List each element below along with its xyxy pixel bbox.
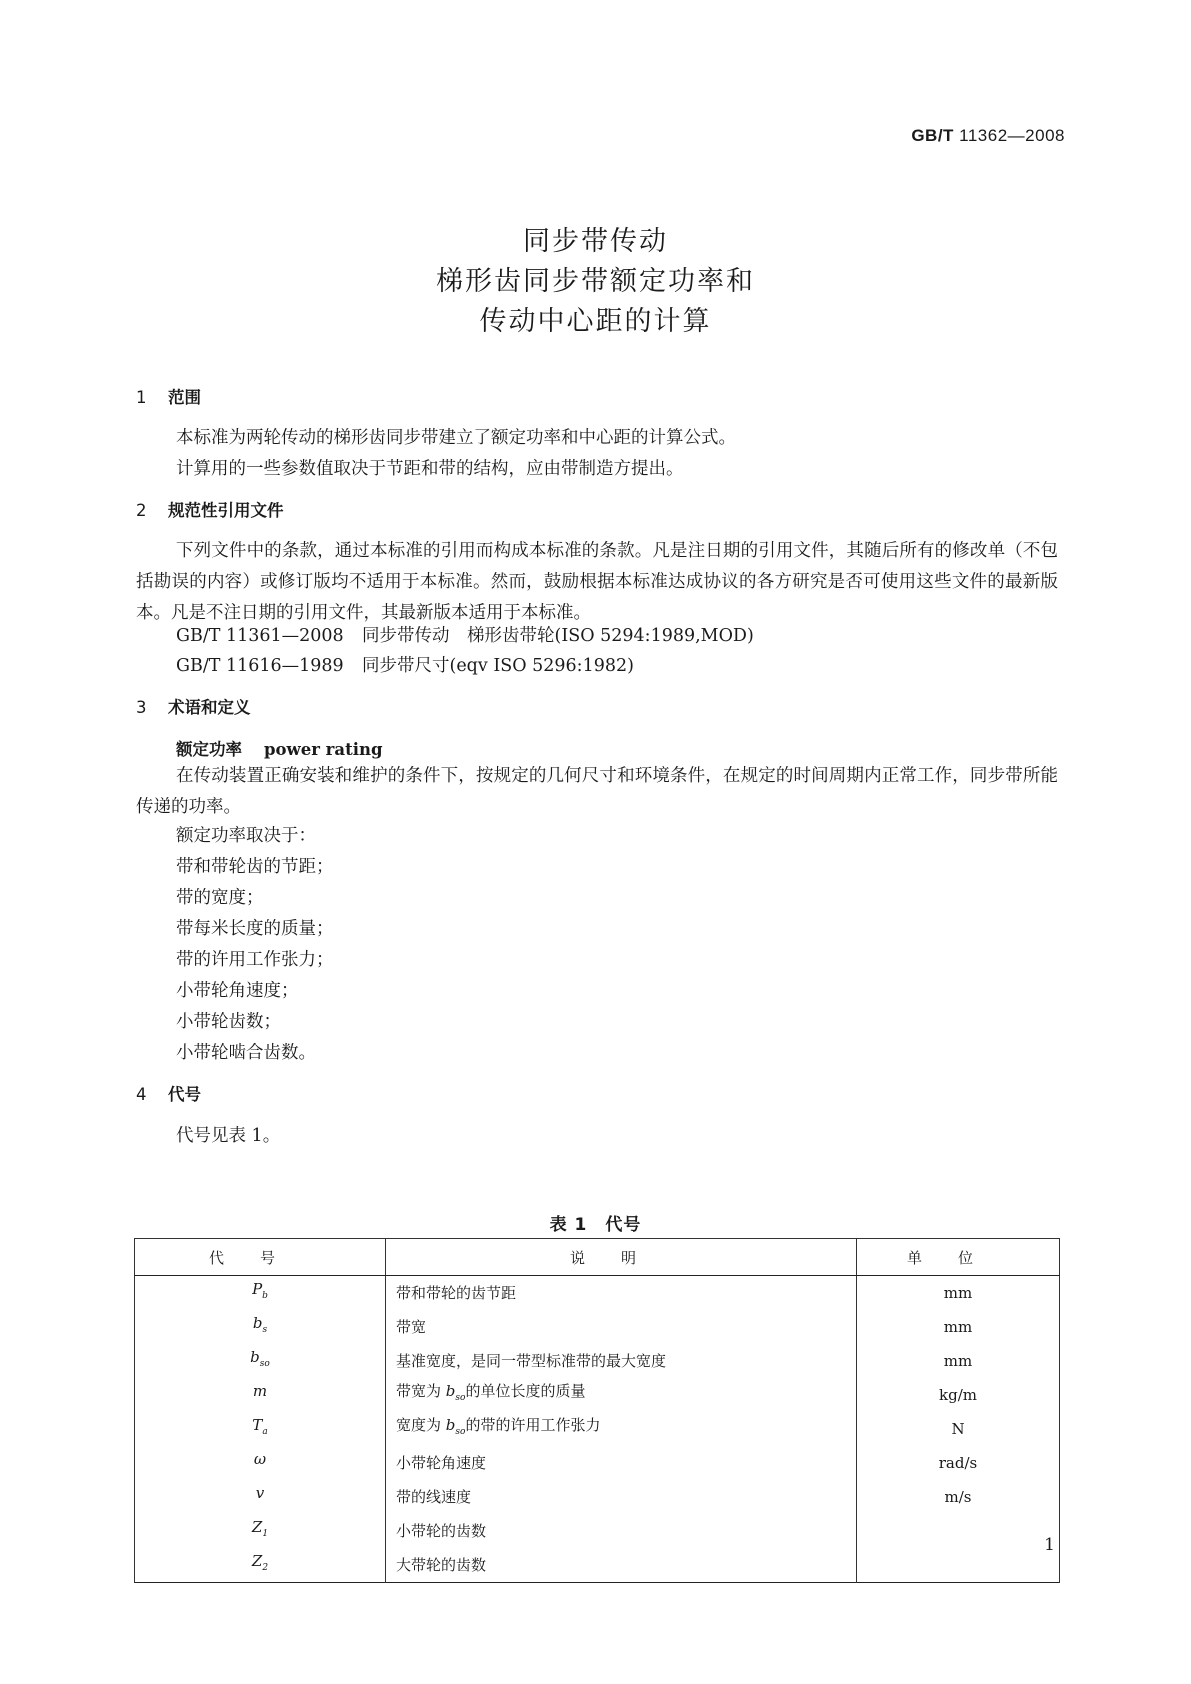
section-1-heading: [136, 384, 201, 408]
unit-cell: mm: [857, 1310, 1060, 1344]
unit-cell: m/s: [857, 1480, 1060, 1514]
section-4-heading: [136, 1081, 201, 1105]
list-item: 带和带轮齿的节距；: [176, 857, 334, 877]
document-title: [0, 222, 1191, 342]
term-english: power rating: [264, 740, 383, 759]
unit-cell: mm: [857, 1276, 1060, 1311]
list-item: 带的许用工作张力；: [176, 950, 334, 970]
section-number: 2: [136, 501, 147, 520]
list-item: 小带轮角速度；: [176, 981, 299, 1001]
section-title: 术语和定义: [168, 698, 251, 717]
unit-cell: N: [857, 1412, 1060, 1446]
table-caption: 表 1 代号: [549, 1215, 642, 1235]
symbol-cell: $b_{so}$: [135, 1344, 386, 1378]
title-line-2: 梯形齿同步带额定功率和: [436, 266, 755, 297]
table-header-row: [135, 1239, 1060, 1276]
page-number: 1: [1044, 1535, 1055, 1555]
reference-title: 同步带传动 梯形齿带轮(ISO 5294:1989,MOD): [362, 626, 754, 646]
table-row: [135, 1446, 1060, 1480]
standard-number: [911, 126, 1065, 146]
symbol-cell: m: [135, 1378, 386, 1412]
section-title: 范围: [168, 388, 201, 407]
table-row: [135, 1344, 1060, 1378]
symbol-cell: $Z_2$: [135, 1548, 386, 1583]
table-row: [135, 1412, 1060, 1446]
list-item: 小带轮齿数；: [176, 1012, 281, 1032]
reference-code: GB/T 11616—1989: [176, 656, 344, 676]
header-unit: 单位: [857, 1239, 1060, 1276]
unit-cell: rad/s: [857, 1446, 1060, 1480]
table-row: [135, 1276, 1060, 1311]
title-line-1: 同步带传动: [523, 226, 668, 257]
section-3-heading: [136, 694, 251, 718]
header-description: 说明: [386, 1239, 857, 1276]
unit-cell: kg/m: [857, 1378, 1060, 1412]
section-1-para-2: 计算用的一些参数值取决于节距和带的结构，应由带制造方提出。: [176, 459, 684, 479]
table-row: [135, 1310, 1060, 1344]
description-cell: 带的线速度: [386, 1480, 857, 1514]
section-number: 3: [136, 698, 147, 717]
reference-title: 同步带尺寸(eqv ISO 5296:1982): [362, 656, 634, 676]
table-row: [135, 1480, 1060, 1514]
section-title: 规范性引用文件: [168, 501, 284, 520]
header-symbol: 代号: [135, 1239, 386, 1276]
symbols-table: [134, 1238, 1060, 1583]
section-2-para-1: 下列文件中的条款，通过本标准的引用而构成本标准的条款。凡是注日期的引用文件，其随后所有的修改单（不包括勘误的内容）或修订版均不适用于本标准。然而，鼓励根据本标准达成协议的各方研究是否可使用这些文件的最新版本。凡是不注日期的引用文件，其最新版本适用于本标准。: [136, 541, 1058, 623]
term-intro: 额定功率取决于：: [176, 826, 316, 846]
term-definition: 在传动装置正确安装和维护的条件下，按规定的几何尺寸和环境条件，在规定的时间周期内正常工作，同步带所能传递的功率。: [136, 766, 1058, 817]
description-cell: 宽度为 $b_{so}$的带的许用工作张力: [386, 1412, 857, 1446]
section-4-para-1: 代号见表 1。: [176, 1126, 281, 1146]
symbol-cell: $b_s$: [135, 1310, 386, 1344]
description-cell: 基准宽度，是同一带型标准带的最大宽度: [386, 1344, 857, 1378]
list-item: 带的宽度；: [176, 888, 264, 908]
section-1-para-1: 本标准为两轮传动的梯形齿同步带建立了额定功率和中心距的计算公式。: [176, 428, 736, 448]
reference-item: [176, 652, 634, 677]
unit-cell: mm: [857, 1344, 1060, 1378]
table-row: [135, 1378, 1060, 1412]
unit-cell: [857, 1514, 1060, 1548]
description-cell: 大带轮的齿数: [386, 1548, 857, 1583]
description-cell: 小带轮角速度: [386, 1446, 857, 1480]
symbol-cell: $Z_1$: [135, 1514, 386, 1548]
list-item: 小带轮啮合齿数。: [176, 1043, 316, 1063]
term-chinese: 额定功率: [176, 740, 242, 759]
standard-code: 11362—2008: [959, 126, 1065, 145]
section-number: 1: [136, 388, 147, 407]
symbol-cell: $T_a$: [135, 1412, 386, 1446]
term-entry: [176, 736, 383, 760]
description-cell: 带和带轮的齿节距: [386, 1276, 857, 1311]
reference-item: [176, 622, 754, 647]
description-cell: 带宽为 $b_{so}$的单位长度的质量: [386, 1378, 857, 1412]
table-row: [135, 1548, 1060, 1583]
standard-prefix: GB/T: [911, 126, 954, 145]
reference-code: GB/T 11361—2008: [176, 626, 344, 646]
title-line-3: 传动中心距的计算: [479, 306, 712, 337]
list-item: 带每米长度的质量；: [176, 919, 334, 939]
symbol-cell: v: [135, 1480, 386, 1514]
table-row: [135, 1514, 1060, 1548]
description-cell: 带宽: [386, 1310, 857, 1344]
section-number: 4: [136, 1085, 147, 1104]
section-2-heading: [136, 497, 284, 521]
symbol-cell: $P_b$: [135, 1276, 386, 1311]
unit-cell: [857, 1548, 1060, 1583]
symbol-cell: ω: [135, 1446, 386, 1480]
description-cell: 小带轮的齿数: [386, 1514, 857, 1548]
section-title: 代号: [168, 1085, 201, 1104]
